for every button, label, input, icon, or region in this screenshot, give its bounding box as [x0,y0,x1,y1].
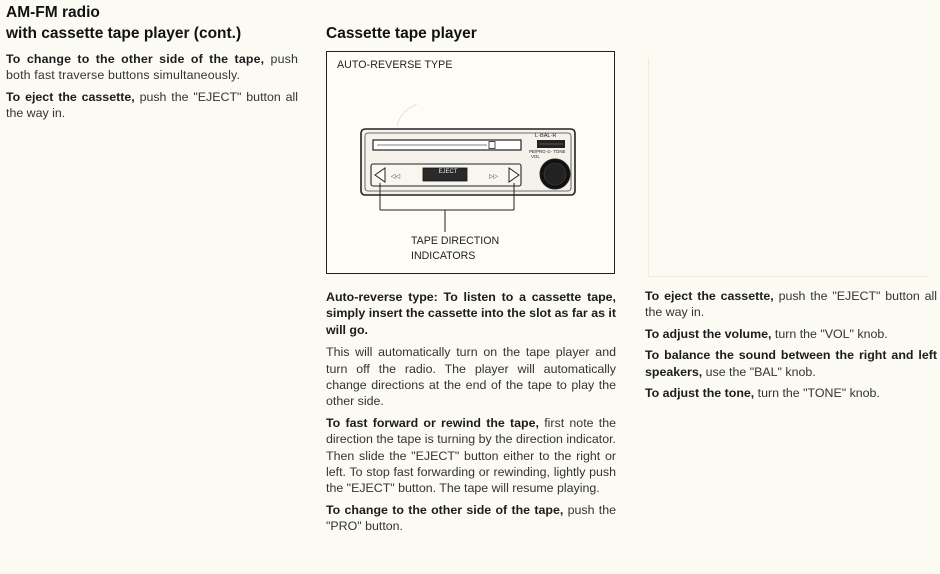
indicator-label-line1: TAPE DIRECTION [411,235,500,247]
svg-text:▷▷: ▷▷ [489,173,499,180]
bleed-through-frame [648,58,929,277]
cassette-heading: Cassette tape player [326,25,477,42]
eject-text: push the "EJECT" button all the way in. [6,89,298,121]
tone-text: turn the "TONE" knob. [757,386,880,401]
change-side-pro-instruction [326,502,616,535]
eject-instruction [6,89,298,122]
change-side-pro-text: push the "PRO" button. [326,502,616,534]
tone-instruction [645,385,937,401]
indicator-label-line2: INDICATORS [411,250,476,262]
change-side-text: push both fast traverse buttons simultaneously. [6,52,299,83]
section-subheading: with cassette tape player (cont.) [6,25,242,42]
eject-cassette-instruction [645,288,937,321]
auto-reverse-text: This will automatically turn on the tape player and turn off the radio. The player will automatically change directions at the end of the tape to play the other side. [326,345,616,409]
change-side-pro-lead: To change to the other side of the tape, [326,502,564,517]
svg-text:◁◁: ◁◁ [391,173,401,180]
eject-cassette-text: push the "EJECT" button all the way in. [645,289,937,320]
volume-text: turn the "VOL" knob. [774,326,888,341]
balance-text: use the "BAL" knob. [705,364,816,379]
section-heading: AM-FM radio [6,4,100,21]
balance-instruction [645,347,937,380]
fast-forward-text: first note the direction the tape is turning by the direction indicator. Then slide the "EJECT" button either to the right or left. To stop fast forwarding or rewinding, lightly push the "EJECT" button. The tape will resume playing. [326,415,617,496]
tone-lead: To adjust the tone, [645,386,755,401]
right-instructions [645,288,937,406]
middle-instructions [326,289,616,540]
auto-reverse-description [326,344,616,410]
cassette-player-figure [326,51,615,274]
balance-lead: To balance the sound between the right and left speakers, [645,348,937,379]
volume-instruction [645,326,937,342]
auto-reverse-lead: Auto-reverse type: To listen to a cassette tape, simply insert the cassette into the slot as far as it will go. [326,290,616,337]
fast-forward-lead: To fast forward or rewind the tape, [326,415,539,430]
left-instructions [6,51,298,127]
fast-forward-instruction [326,415,616,497]
change-side-lead: To change to the other side of the tape, [6,52,265,66]
volume-lead: To adjust the volume, [645,326,772,341]
change-side-instruction [6,51,298,84]
eject-button-label: EJECT [438,169,458,175]
eject-cassette-lead: To eject the cassette, [645,289,774,303]
volume-label: VOL [531,154,540,159]
eject-lead: To eject the cassette, [6,89,135,104]
auto-reverse-instruction [326,289,616,338]
balance-label: L·BAL·R [535,133,557,139]
figure-title: AUTO-REVERSE TYPE [337,59,453,71]
pbpro-tone-label: PB/PRO·⊙· TONE [529,149,566,154]
